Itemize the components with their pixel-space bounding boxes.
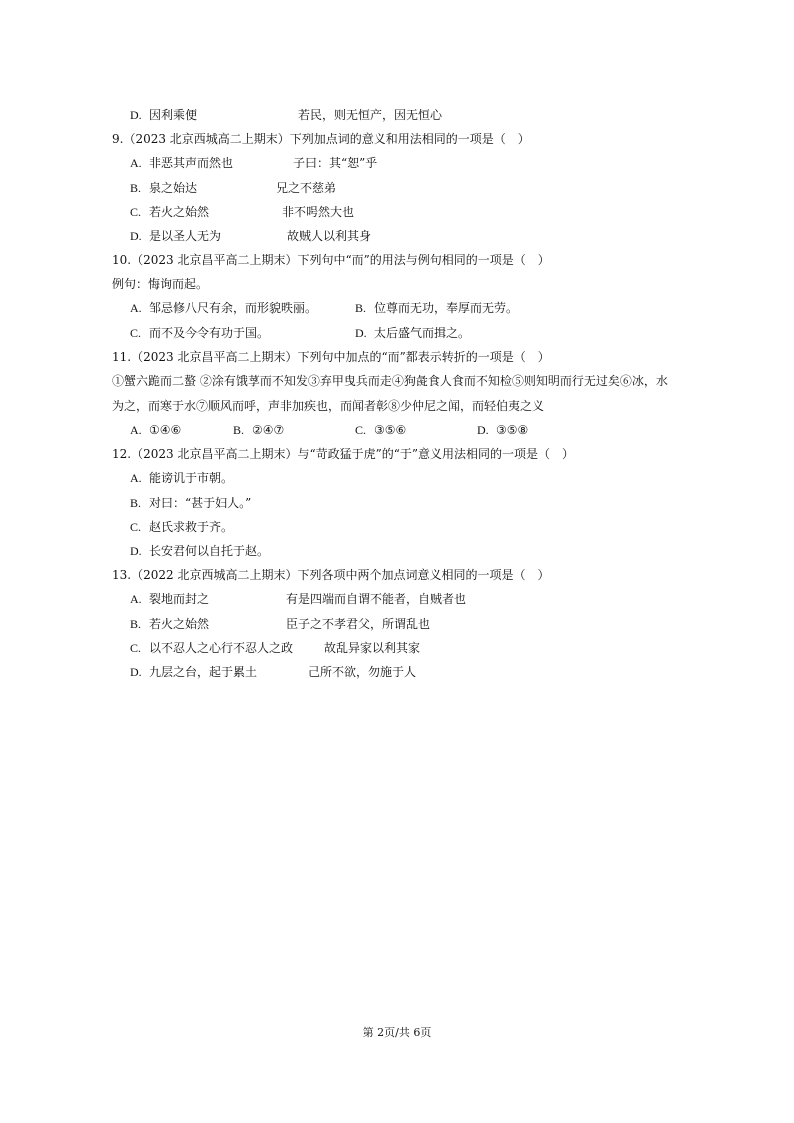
- q11-stem: 11.（2023 北京昌平高二上期末）下列句中加点的“而”都表示转折的一项是（ ）: [112, 350, 550, 364]
- q12-stem: 12.（2023 北京昌平高二上期末）与“苛政猛于虎”的“于”意义用法相同的一项是（ ）: [112, 447, 574, 461]
- q10-example: 例句：悔询而起。: [112, 277, 209, 291]
- document-page: D. 因利乘便 若民，则无恒产，因无恒心 9.（2023 北京西城高二上期末）下列加点词的意义和用法相同的一项是（ ） A. 非恶其声而然也 子曰：其“恕”乎 B. 泉之始达 兄之不慈弟 C. 若火之始然 非不呺然大也 D. 是以圣人无为 故贼人以利其身 10.（2023 北京昌平高二上期末）下列句中“而”的用法与例句相同的一项是（ ） 例句：悔询而起。 A. 邹忌修八尺有余，而形貌昳丽。 B. 位尊而无功，奉厚而无劳。 C. 而不及今令有功于国。 D. 太后盛气而揖之。 11.（2023 北京昌平高二上期末）下列句中加点的“而”都表示转折的一项是（ ） ①蟹六跪而二螯 ②涂有饿莩而不知发③弃甲曳兵而走④狗彘食人食而不知检⑤则知明而行无过矣⑥冰，水 为之，而寒于水⑦顺风而呼，声非加疾也，而闻者彰⑧少仲尼之闻，而轻伯夷之义 A. ①④⑥ B. ②④⑦ C. ③⑤⑥ D. ③⑤⑧ 12.（2023 北京昌平高二上期末）与“苛政猛于虎”的“于”意义用法相同的一项是（ ） A. 能谤讥于市朝。 B. 对曰：“甚于妇人。” C. 赵氏求救于齐。 D. 长安君何以自托于赵。 13.（2022 北京西城高二上期末）下列各项中两个加点词意义相同的一项是（ ） A. 裂地而封之 有是四端而自谓不能者，自贼者也 B. 若火之始然 臣子之不孝君父，所谓乱也 C. 以不忍人之心行不忍人之政 故乱异家以利其家 D. 九层之台，起于累土 己所不欲，勿施于人 第 2页/共 6页: [0, 0, 794, 1123]
- q10-stem: 10.（2023 北京昌平高二上期末）下列句中“而”的用法与例句相同的一项是（ ）: [112, 253, 550, 267]
- q11-body-line1: ①蟹六跪而二螯 ②涂有饿莩而不知发③弃甲曳兵而走④狗彘食人食而不知检⑤则知明而行无过矣⑥冰，水: [112, 374, 668, 388]
- q13-stem: 13.（2022 北京西城高二上期末）下列各项中两个加点词意义相同的一项是（ ）: [112, 568, 550, 582]
- q11-body-line2: 为之，而寒于水⑦顺风而呼，声非加疾也，而闻者彰⑧少仲尼之闻，而轻伯夷之义: [112, 399, 545, 413]
- q9-stem: 9.（2023 北京西城高二上期末）下列加点词的意义和用法相同的一项是（ ）: [112, 132, 530, 146]
- page-number-footer: 第 2页/共 6页: [362, 1026, 432, 1039]
